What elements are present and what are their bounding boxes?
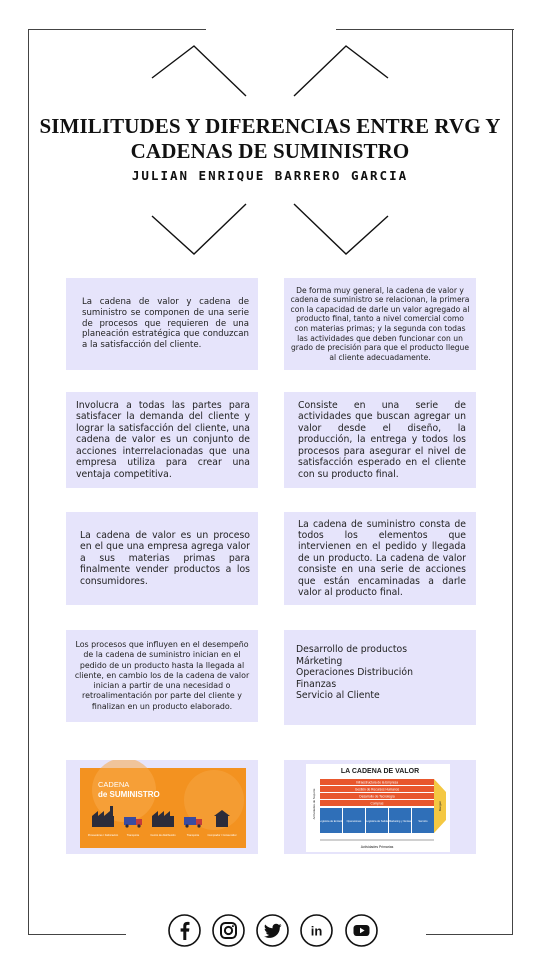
primary-activities-label: Actividades Primarias	[360, 845, 394, 849]
feature-item: Operaciones Distribución	[296, 667, 413, 678]
info-block-text: La cadena de suministro consta de todos los elementos que intervienen en el pedido y llegada de un producto. La cadena de valor consiste en una serie de acciones que están encaminadas a darle valor al producto final.	[298, 518, 466, 599]
primary-column-label: Marketing y Ventas	[388, 820, 412, 823]
feature-item: Finanzas	[296, 678, 337, 690]
chevron-top-right	[294, 46, 388, 96]
feature-item: Desarrollo de productos	[296, 644, 408, 655]
info-block-text: Consiste en una serie de actividades que buscan agregar un valor desde el diseño, la producción, la entrega y todos los procesos para asegurar el nivel de satisfacción esperado en el cliente con su producto final.	[298, 400, 466, 480]
info-block	[66, 278, 258, 370]
info-block	[284, 512, 476, 605]
linkedin-glyph: in	[310, 923, 323, 939]
info-block-text: La cadena de valor y cadena de suministro se componen de una serie de procesos que requieren de una planeación estratégica que conduzcan a la satisfacción del cliente.	[82, 297, 249, 351]
supply-step-label: Transporte	[186, 834, 200, 837]
supply-step-label: Transporte	[126, 834, 140, 837]
features-block	[284, 630, 476, 725]
value-chain-image	[284, 760, 476, 854]
chevron-bottom-right	[294, 204, 388, 254]
author-name: JULIAN ENRIQUE BARRERO GARCIA	[131, 168, 409, 183]
supply-chain-image	[66, 760, 258, 854]
facebook-icon[interactable]	[168, 914, 201, 947]
info-block-text: Los procesos que influyen en el desempeño de la cadena de suministro inician en el pedido de un producto hasta la llegada al cliente, en cambio los de la cadena de valor inician a partir de una necesidad o retroalimentación por parte del cliente y finalizan en un producto elaborado.	[74, 640, 250, 711]
supply-step-label: Centro de distribución	[150, 834, 176, 837]
support-row-label: Compras	[370, 801, 384, 806]
supply-chain-image-box	[66, 760, 258, 854]
chevron-bottom-left	[152, 204, 246, 254]
info-block-text: Involucra a todas las partes para satisfacer la demanda del cliente y lograr la satisfacción del cliente, una cadena de valor es un conjunto de acciones interrelacionadas que una empresa utiliza para crear una ventaja competitiva.	[76, 400, 250, 480]
twitter-icon[interactable]	[256, 914, 289, 947]
support-row-label: Infraestructura de la Empresa	[356, 780, 398, 785]
primary-column-label: Logística de Entrada	[319, 820, 343, 823]
features-list	[296, 644, 468, 702]
primary-column-label: Operaciones	[346, 820, 362, 823]
instagram-icon[interactable]	[212, 914, 245, 947]
supply-chain-title-1: CADENA	[98, 780, 130, 789]
support-row-label: Desarrollo de Tecnología	[359, 794, 395, 799]
primary-column-label: Servicio	[418, 820, 428, 823]
page-title: SIMILITUDES Y DIFERENCIAS ENTRE RVG Y CADENAS DE SUMINISTRO	[39, 114, 501, 163]
feature-item: Márketing	[296, 655, 343, 667]
value-chain-image-box	[284, 760, 476, 854]
value-chain-title: LA CADENA DE VALOR	[340, 768, 420, 775]
primary-column-label: Logística de Salida	[366, 820, 388, 823]
linkedin-icon[interactable]	[300, 914, 333, 947]
support-row-label: Gestión de Recursos Humanos	[354, 787, 400, 792]
info-block-text: De forma muy general, la cadena de valor y cadena de suministro se relacionan, la primera con la capacidad de darle un valor agregado al producto final, tanto a nivel comercial como con materias primas; y la segunda con todas las actividades que deben funcionar con un grado de precisión para que el producto llegue al cliente adecuadamente.	[290, 285, 470, 362]
info-block-text: La cadena de valor es un proceso en el que una empresa agrega valor a sus materias primas para finalmente vender productos a los consumidores.	[80, 529, 250, 587]
supply-step-label: Comprador / Consumidor	[207, 834, 237, 837]
support-activities-label: Actividades de Soporte	[312, 788, 316, 820]
supply-step-label: Proveedores / Fabricación	[87, 834, 119, 837]
supply-chain-title-2: de SUMINISTRO	[98, 790, 160, 799]
feature-item: Servicio al Cliente	[296, 690, 380, 701]
info-block	[66, 392, 258, 488]
chevron-top-left	[152, 46, 246, 96]
info-block	[66, 512, 258, 605]
margin-label: Margen	[438, 800, 442, 812]
youtube-icon[interactable]	[345, 914, 378, 947]
info-block	[284, 392, 476, 488]
info-block	[284, 278, 476, 370]
info-block	[66, 630, 258, 722]
